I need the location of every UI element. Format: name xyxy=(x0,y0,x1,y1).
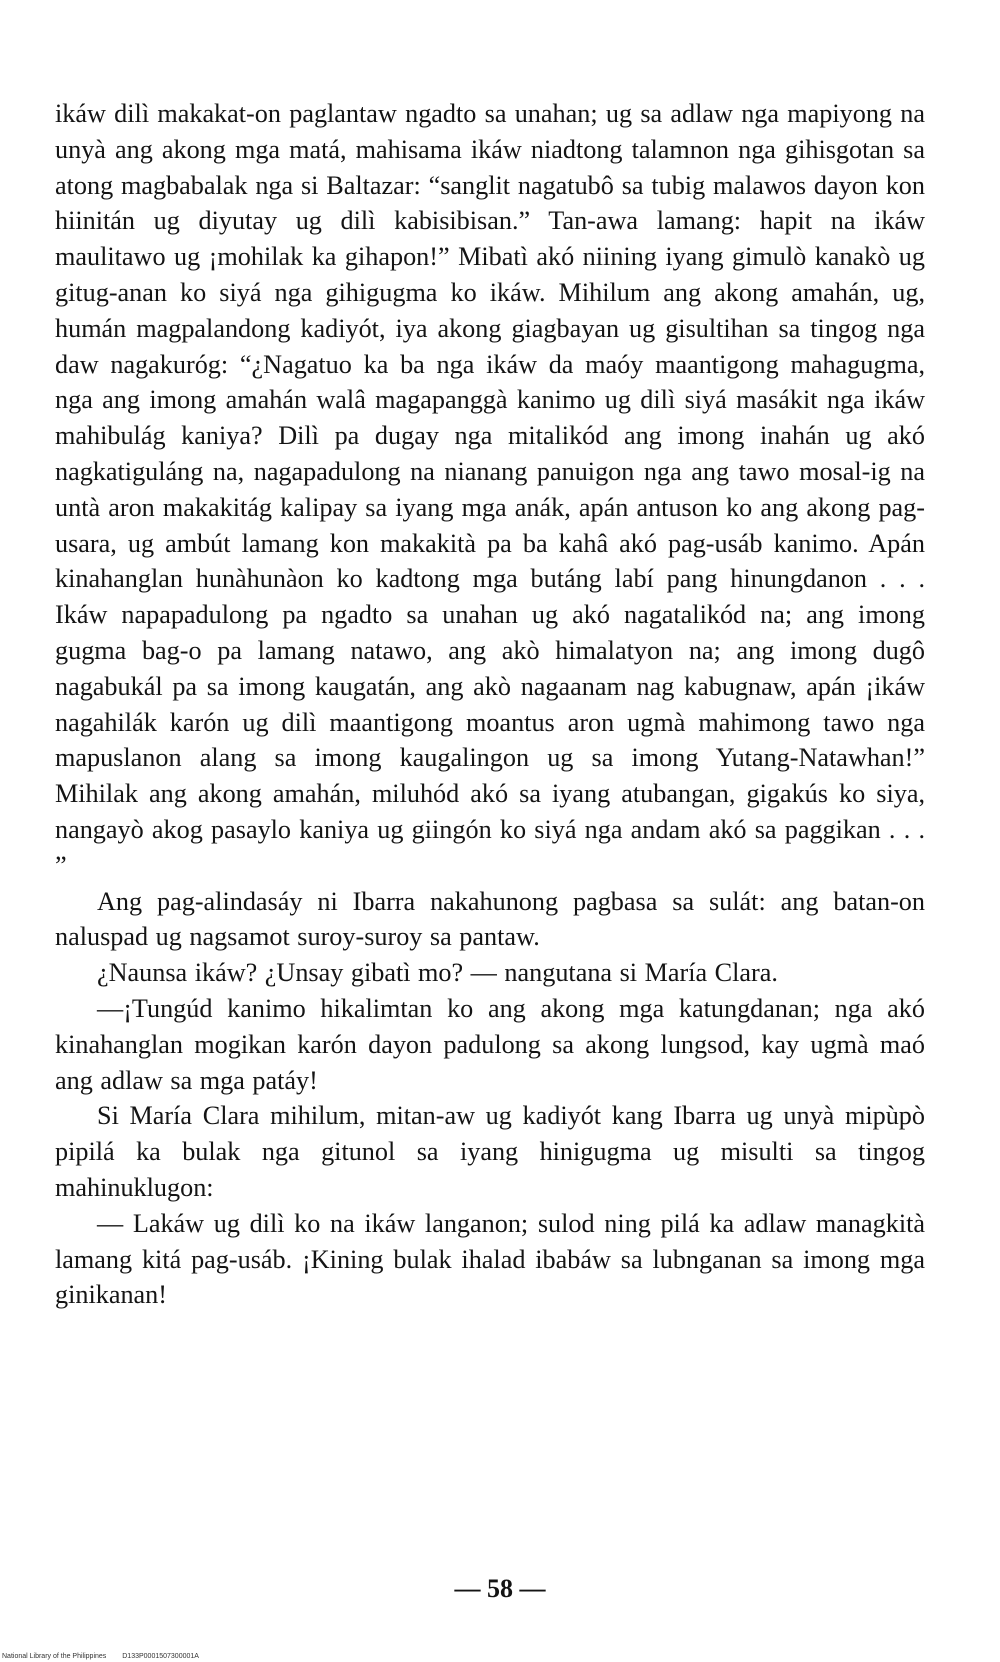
paragraph-3: ¿Naunsa ikáw? ¿Unsay gibatì mo? — nangutana si María Clara. xyxy=(97,958,778,988)
paragraph-1: ikáw dilì makakat-on paglantaw ngadto sa unahan; ug sa adlaw nga mapiyong na unyà ang akong mga matá, mahisama ikáw niadtong talamnon nga gihisgotan sa atong magbabalak nga si Baltazar: “sanglit nagatubô sa tubig malawos dayon kon hiinitán ug diyutay ug dilì kabisibisan.” Tan-awa lamang: hapit na ikáw maulitawo ug ¡mohilak ka gihapon!” Mibatì akó niining iyang gimulò kanakò ug gitug-anan ko siyá nga gihigugma ko ikáw. Mihilum ang akong amahán, ug, humán magpalandong kadiyót, iya akong giagbayan ug gisultihan sa tingog nga daw nagakuróg: “¿Nagatuo ka ba nga ikáw da maóy maantigong mahagugma, nga ang imong amahán walâ magapanggà kanimo ug dilì siyá masákit nga ikáw mahibulág kaniya? Dilì pa dugay nga mitalikód ang imong inahán ug akó nagkatiguláng na, nagapadulong na nianang panuigon nga ang tawo mosal-ig na untà aron makakitág kalipay sa iyang mga anák, apán antuson ko ang akong pag-usara, ug ambút lamang kon makakità pa ba kahâ akó pag-usáb kanimo. Apán kinahanglan hunàhunàon ko kadtong mga butáng labí pang hinungdanon . . . Ikáw napapadulong pa ngadto sa unahan ug akó nagatalikód na; ang imong gugma bag-o pa lamang natawo, ang akò himalatyon na; ang imong dugô nagabukál pa sa imong kaugatán, ang akò nagaanam nag kabugnaw, apán ¡ikáw nagahilák karón ug dilì maantigong moantus aron ugmà mahimong tawo nga mapuslanon alang sa imong kaugalingon ug sa imong Yutang-Natawhan!” Mihilak ang akong amahán, miluhód akó sa iyang atubangan, gigakús ko siya, nangayò akog pasaylo kaniya ug giingón ko siyá nga andam akó sa paggikan . . . ” xyxy=(55,99,925,880)
page-text-block xyxy=(55,96,925,1313)
library-credit: National Library of the Philippines xyxy=(2,1653,107,1660)
page-number: — 58 — xyxy=(454,1574,546,1603)
paragraph-2: Ang pag-alindasáy ni Ibarra nakahunong pagbasa sa sulát: ang batan-on naluspad ug nagsamot suroy-suroy sa pantaw. xyxy=(55,886,925,952)
scan-footer xyxy=(2,1653,199,1660)
paragraph-6: — Lakáw ug dilì ko na ikáw langanon; sulod ning pilá ka adlaw managkità lamang kitá pag-usáb. ¡Kining bulak ihalad ibabáw sa lubnganan sa imong mga ginikanan! xyxy=(55,1208,925,1310)
scan-id: D133P0001507300001A xyxy=(122,1653,199,1660)
paragraph-5: Si María Clara mihilum, mitan-aw ug kadiyót kang Ibarra ug unyà mipùpò pipilá ka bulak nga gitunol sa iyang hinigugma ug misulti sa tingog mahinuklugon: xyxy=(55,1101,925,1202)
paragraph-4: —¡Tungúd kanimo hikalimtan ko ang akong mga katungdanan; nga akó kinahanglan mogikan karón dayon padulong sa akong lungsod, kay ugmà maó ang adlaw sa mga patáy! xyxy=(55,993,925,1095)
